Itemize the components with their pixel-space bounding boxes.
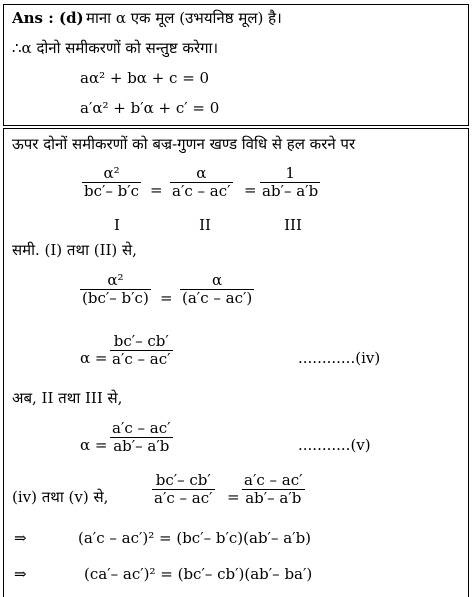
fraction-denominator: ab′– a′b (242, 489, 305, 507)
equation-2: a′α² + b′α + c′ = 0 (80, 99, 220, 117)
fraction-numerator: α² (103, 164, 120, 182)
from-eq-2-3: अब, II तथा III से, (12, 389, 123, 407)
implies-arrow-1: ⇒ (14, 529, 27, 547)
equals-sign: = (244, 181, 257, 199)
fraction-denominator: ab′– a′b (262, 182, 319, 200)
answer-label: Ans : (d) (12, 9, 84, 27)
equation-1: aα² + bα + c = 0 (80, 69, 210, 87)
roman-label-3: III (284, 216, 302, 234)
fraction-numerator: 1 (285, 164, 295, 182)
equals-sign: = (227, 488, 240, 506)
fraction-alpha-value-2 (110, 420, 173, 455)
fraction-numerator: α² (107, 271, 124, 289)
fraction-denominator: (bc′– b′c) (82, 289, 149, 307)
alpha-lhs-1: α = (80, 349, 108, 367)
answer-line-2: ∴α दोनो समीकरणों को सन्तुष्ट करेगा। (12, 39, 219, 57)
fraction-alpha (170, 165, 233, 200)
fraction-alpha-sq (82, 165, 141, 200)
from-eq-1-2: समी. (I) तथा (II) से, (12, 241, 137, 259)
fraction-denominator: a′c – ac′ (154, 489, 213, 507)
roman-label-1: I (114, 216, 120, 234)
fraction-denominator: ab′– a′b (110, 437, 173, 455)
alpha-lhs-2: α = (80, 436, 108, 454)
fraction-k1 (152, 472, 215, 507)
equals-sign: = (160, 289, 173, 307)
from-iv-v: (iv) तथा (v) से, (12, 488, 109, 506)
fraction-alpha-value-1 (110, 333, 173, 368)
fraction-denominator: a′c – ac′ (172, 182, 231, 200)
result-equation-1: (a′c – ac′)² = (bc′– b′c)(ab′– a′b) (78, 529, 312, 547)
fraction-denominator: (a′c – ac′) (182, 289, 253, 307)
fraction-numerator: bc′– cb′ (113, 332, 169, 350)
equation-tag-v: ...........(v) (298, 436, 371, 454)
fraction-g2 (180, 272, 254, 307)
fraction-denominator: a′c – ac′ (112, 350, 171, 368)
fraction-k2 (242, 472, 305, 507)
fraction-numerator: α (212, 271, 223, 289)
implies-arrow-2: ⇒ (14, 565, 27, 583)
fraction-numerator: a′c – ac′ (112, 419, 171, 437)
fraction-denominator: bc′– b′c (84, 182, 140, 200)
answer-line-1: माना α एक मूल (उभयनिष्ठ मूल) है। (86, 9, 282, 27)
solution-box (3, 128, 469, 597)
fraction-numerator: a′c – ac′ (244, 471, 303, 489)
result-equation-2: (ca′– ac′)² = (bc′– cb′)(ab′– ba′) (84, 565, 313, 583)
fraction-g1 (80, 272, 151, 307)
solution-intro: ऊपर दोनों समीकरणों को बज्र-गुणन खण्ड विधि से हल करने पर (12, 135, 356, 153)
fraction-numerator: bc′– cb′ (155, 471, 211, 489)
roman-label-2: II (199, 216, 211, 234)
equation-tag-iv: ............(iv) (298, 349, 381, 367)
fraction-one (260, 165, 320, 200)
equals-sign: = (150, 181, 163, 199)
fraction-numerator: α (196, 164, 207, 182)
